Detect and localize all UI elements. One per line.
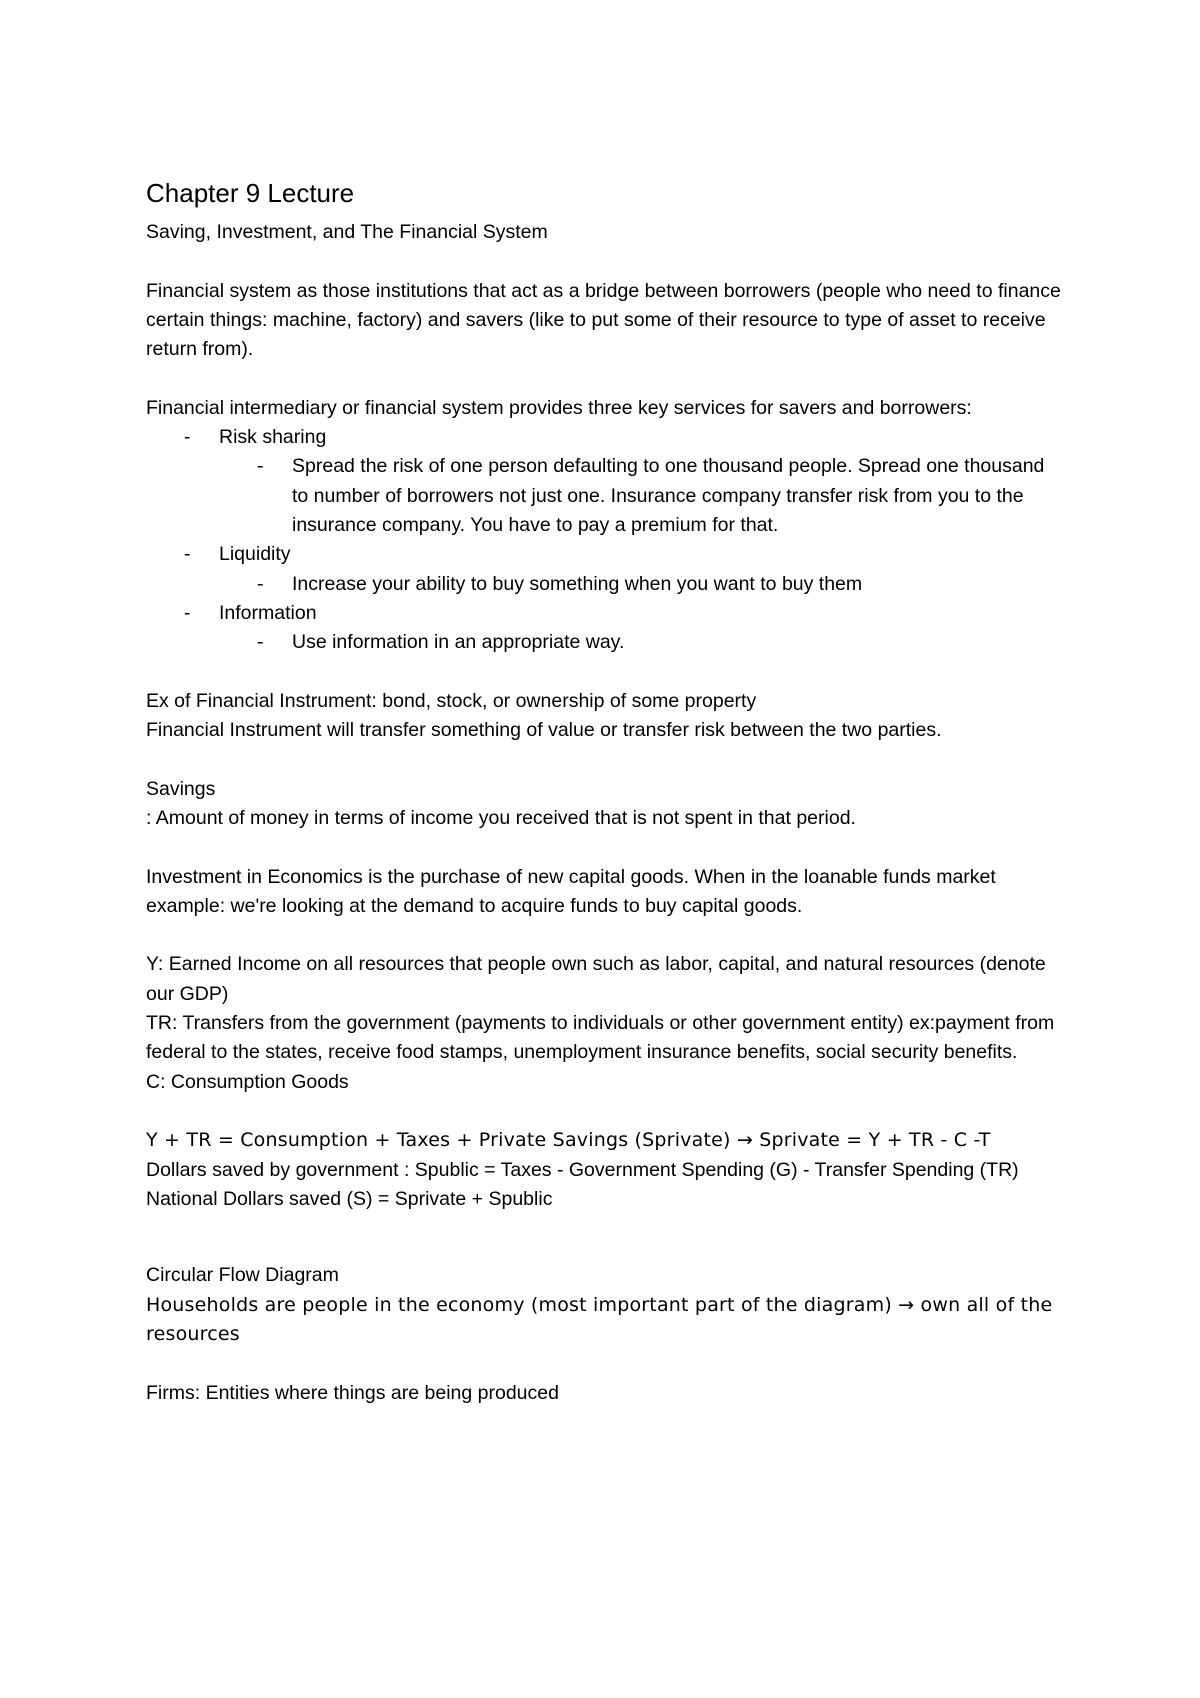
public-savings: Dollars saved by government : Spublic = Taxes - Government Spending (G) - Transfer Spending (TR): [146, 1158, 1019, 1181]
paragraph-intermediary: Financial intermediary or financial system provides three key services for savers and borrowers:: [146, 396, 972, 419]
list-item-liquidity: [146, 540, 1066, 569]
list-item-information: [146, 599, 1066, 628]
list-item-label: Liquidity: [219, 543, 291, 566]
list-item-detail: Use information in an appropriate way.: [292, 631, 625, 654]
investment-definition: Investment in Economics is the purchase of new capital goods. When in the loanable funds market example: we're looking at the demand to acquire funds to buy capital goods.: [146, 865, 996, 917]
list-item-liquidity-detail: [146, 570, 1066, 599]
tr-definition: TR: Transfers from the government (payments to individuals or other government entity) ex:payment from federal to the states, receive food stamps, unemployment insurance benefits, social security benefits.: [146, 1012, 1055, 1064]
bullet-dash: -: [184, 426, 191, 449]
c-definition: C: Consumption Goods: [146, 1070, 349, 1093]
subtitle: Saving, Investment, and The Financial System: [146, 221, 548, 243]
list-item-detail: Increase your ability to buy something when you want to buy them: [292, 572, 863, 595]
bullet-dash: -: [257, 572, 264, 595]
bullet-dash: -: [257, 455, 264, 478]
instrument-example: Ex of Financial Instrument: bond, stock, or ownership of some property: [146, 689, 757, 712]
y-definition: Y: Earned Income on all resources that people own such as labor, capital, and natural resources (denote our GDP): [146, 953, 1046, 1005]
page-title: Chapter 9 Lecture: [146, 178, 355, 208]
national-savings: National Dollars saved (S) = Sprivate + Spublic: [146, 1187, 553, 1210]
bullet-dash: -: [184, 601, 191, 624]
list-item-risk-sharing: [146, 423, 1066, 452]
list-item-detail: Spread the risk of one person defaulting to one thousand people. Spread one thousand to number of borrowers not just one. Insurance company transfer risk from you to the insurance company. You have to pay a premium for that.: [292, 455, 1045, 536]
instrument-transfer: Financial Instrument will transfer something of value or transfer risk between the two parties.: [146, 719, 942, 742]
bullet-dash: -: [184, 543, 191, 566]
bullet-dash: -: [257, 631, 264, 654]
private-savings-equation: Y + TR = Consumption + Taxes + Private Savings (Sprivate) → Sprivate = Y + TR - C -T: [146, 1129, 991, 1152]
savings-definition: : Amount of money in terms of income you received that is not spent in that period.: [146, 806, 856, 829]
paragraph-financial-system: Financial system as those institutions that act as a bridge between borrowers (people who need to finance certain things: machine, factory) and savers (like to put some of their resource to type of asset to receive return from).: [146, 279, 1061, 361]
list-item-risk-sharing-detail: [146, 452, 1066, 540]
list-item-label: Information: [219, 601, 317, 624]
households-definition: Households are people in the economy (most important part of the diagram) → own all of the resources: [146, 1293, 1053, 1345]
circular-flow-heading: Circular Flow Diagram: [146, 1264, 339, 1287]
firms-definition: Firms: Entities where things are being produced: [146, 1381, 559, 1404]
savings-heading: Savings: [146, 777, 216, 800]
list-item-information-detail: [146, 628, 1066, 657]
list-item-label: Risk sharing: [219, 426, 327, 449]
document-body: [146, 176, 1066, 1408]
